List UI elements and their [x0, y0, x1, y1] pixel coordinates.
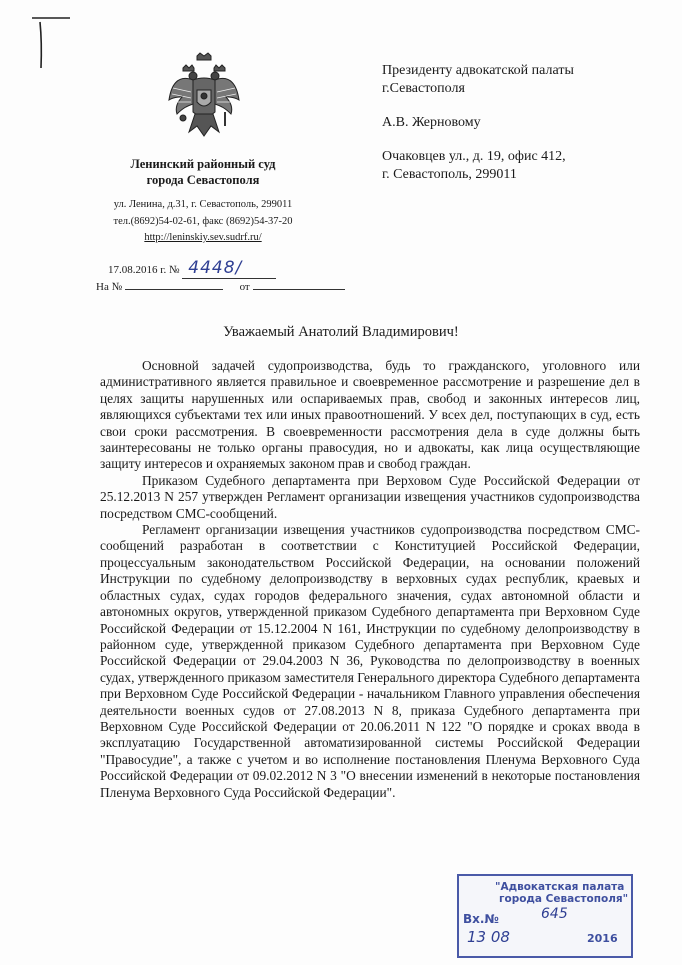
body-paragraph-1: Основной задачей судопроизводства, будь то гражданского, уголовного или административного является правильное и своевременное рассмотрение и разрешение дел в целях защиты нарушенных или оспариваемых прав, свобод и законных интересов лиц, являющихся субъектами тех или иных правоотношений. У всех дел, поступающих в суд, есть свои сроки рассмотрения. В своевременности рассмотрения дела в суде должны быть заинтересованы не только органы правосудия, но и адвокаты, как лица осуществляющие защиту интересов и охраняемых законом прав и свобод граждан. — [100, 358, 640, 472]
stamp-org-line2: города Севастополя" — [499, 893, 629, 905]
stamp-incoming-label: Вх.№ — [463, 912, 499, 926]
reference-number-label: На № — [96, 281, 123, 293]
handwritten-outgoing-number: 4448/ — [182, 258, 276, 279]
stamp-incoming-number: 645 — [541, 906, 568, 922]
stamp-org-line1: "Адвокатская палата — [495, 881, 625, 893]
salutation: Уважаемый Анатолий Владимирович! — [223, 324, 459, 340]
reference-number-blank — [125, 280, 223, 290]
addressee-block — [382, 62, 574, 184]
incoming-registration-stamp — [457, 874, 633, 958]
court-contacts — [92, 197, 314, 247]
court-name-block — [92, 156, 314, 188]
addressee-street: Очаковцев ул., д. 19, офис 412, — [382, 149, 566, 164]
court-city: города Севастополя — [146, 173, 260, 187]
stamp-year: 2016 — [587, 932, 618, 945]
court-phones: тел.(8692)54-02-61, факс (8692)54-37-20 — [113, 215, 293, 227]
addressee-title: Президенту адвокатской палаты — [382, 63, 574, 78]
body-paragraph-3: Регламент организации извещения участников судопроизводства посредством СМС-сообщений разработан в соответствии с Конституцией Российской Федерации, процессуальным законодательством Российской Федерации, на основании положений Инструкции по судебному делопроизводству в верховных судах республик, краевых и областных судах, судах городов федерального значения, судах автономной области и автономных округов, утвержденной приказом Судебного департамента при Верховном Суде Российской Федерации от 15.12.2004 N 161, Инструкции по судебному делопроизводству в районном суде, утвержденной приказом Судебного департамента при Верховном Суде Российской Федерации от 29.04.2003 N 36, Руководства по делопроизводству в военных судах, утвержденного приказом заместителя Генерального директора Судебного департамента при Верховном Суде Российской Федерации - начальником Главного управления обеспечения деятельности военных судов от 27.08.2013 N 8, приказа Судебного департамента при Верховном Суде Российской Федерации от 20.06.2011 N 122 "О порядке и сроках ввода в эксплуатацию Государственной автоматизированной системы Российской Федерации "Правосудие", а также с учетом и во исполнение постановления Пленума Верховного Суда Российской Федерации от 09.02.2012 N 3 "О внесении изменений в некоторые постановления Пленума Верховного Суда Российской Федерации". — [100, 522, 640, 800]
addressee-city: г.Севастополя — [382, 81, 465, 96]
reference-line — [96, 280, 345, 293]
coat-of-arms-icon — [167, 52, 241, 140]
court-website-link[interactable]: http://leninskiy.sev.sudrf.ru/ — [144, 232, 262, 243]
addressee-name: А.В. Жерновому — [382, 115, 481, 130]
letter-body — [100, 358, 640, 801]
registration-corner-mark-icon — [30, 12, 74, 70]
stamp-date: 13 08 — [467, 928, 510, 946]
outgoing-date: 17.08.2016 г. № — [108, 264, 180, 276]
court-address: ул. Ленина, д.31, г. Севастополь, 299011 — [113, 199, 293, 210]
outgoing-number-line — [108, 258, 276, 278]
addressee-postal: г. Севастополь, 299011 — [382, 167, 517, 182]
reference-from-label: от — [239, 281, 250, 293]
court-name: Ленинский районный суд — [130, 157, 276, 171]
body-paragraph-2: Приказом Судебного департамента при Верховом Суде Российской Федерации от 25.12.2013 N 257 утвержден Регламент организации извещения участников судопроизводства посредством СМС-сообщений. — [100, 472, 640, 521]
reference-date-blank — [253, 280, 345, 290]
